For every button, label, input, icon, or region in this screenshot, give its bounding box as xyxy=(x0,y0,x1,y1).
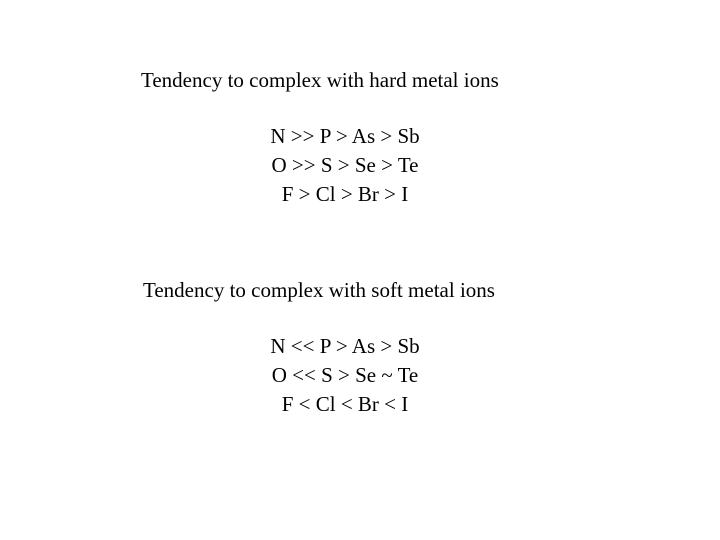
hard-group-17-line: F > Cl > Br > I xyxy=(281,182,409,206)
hard-group-16-line: O >> S > Se > Te xyxy=(271,153,419,177)
soft-group-15-line: N << P > As > Sb xyxy=(270,334,420,358)
hard-metal-ions-heading: Tendency to complex with hard metal ions xyxy=(141,68,499,92)
soft-group-17-line: F < Cl < Br < I xyxy=(281,392,409,416)
soft-metal-ions-series xyxy=(230,332,460,419)
hard-group-15-line: N >> P > As > Sb xyxy=(270,124,420,148)
soft-group-16-line: O << S > Se ~ Te xyxy=(271,363,419,387)
soft-metal-ions-heading: Tendency to complex with soft metal ions xyxy=(143,278,495,302)
hard-metal-ions-series xyxy=(230,122,460,209)
